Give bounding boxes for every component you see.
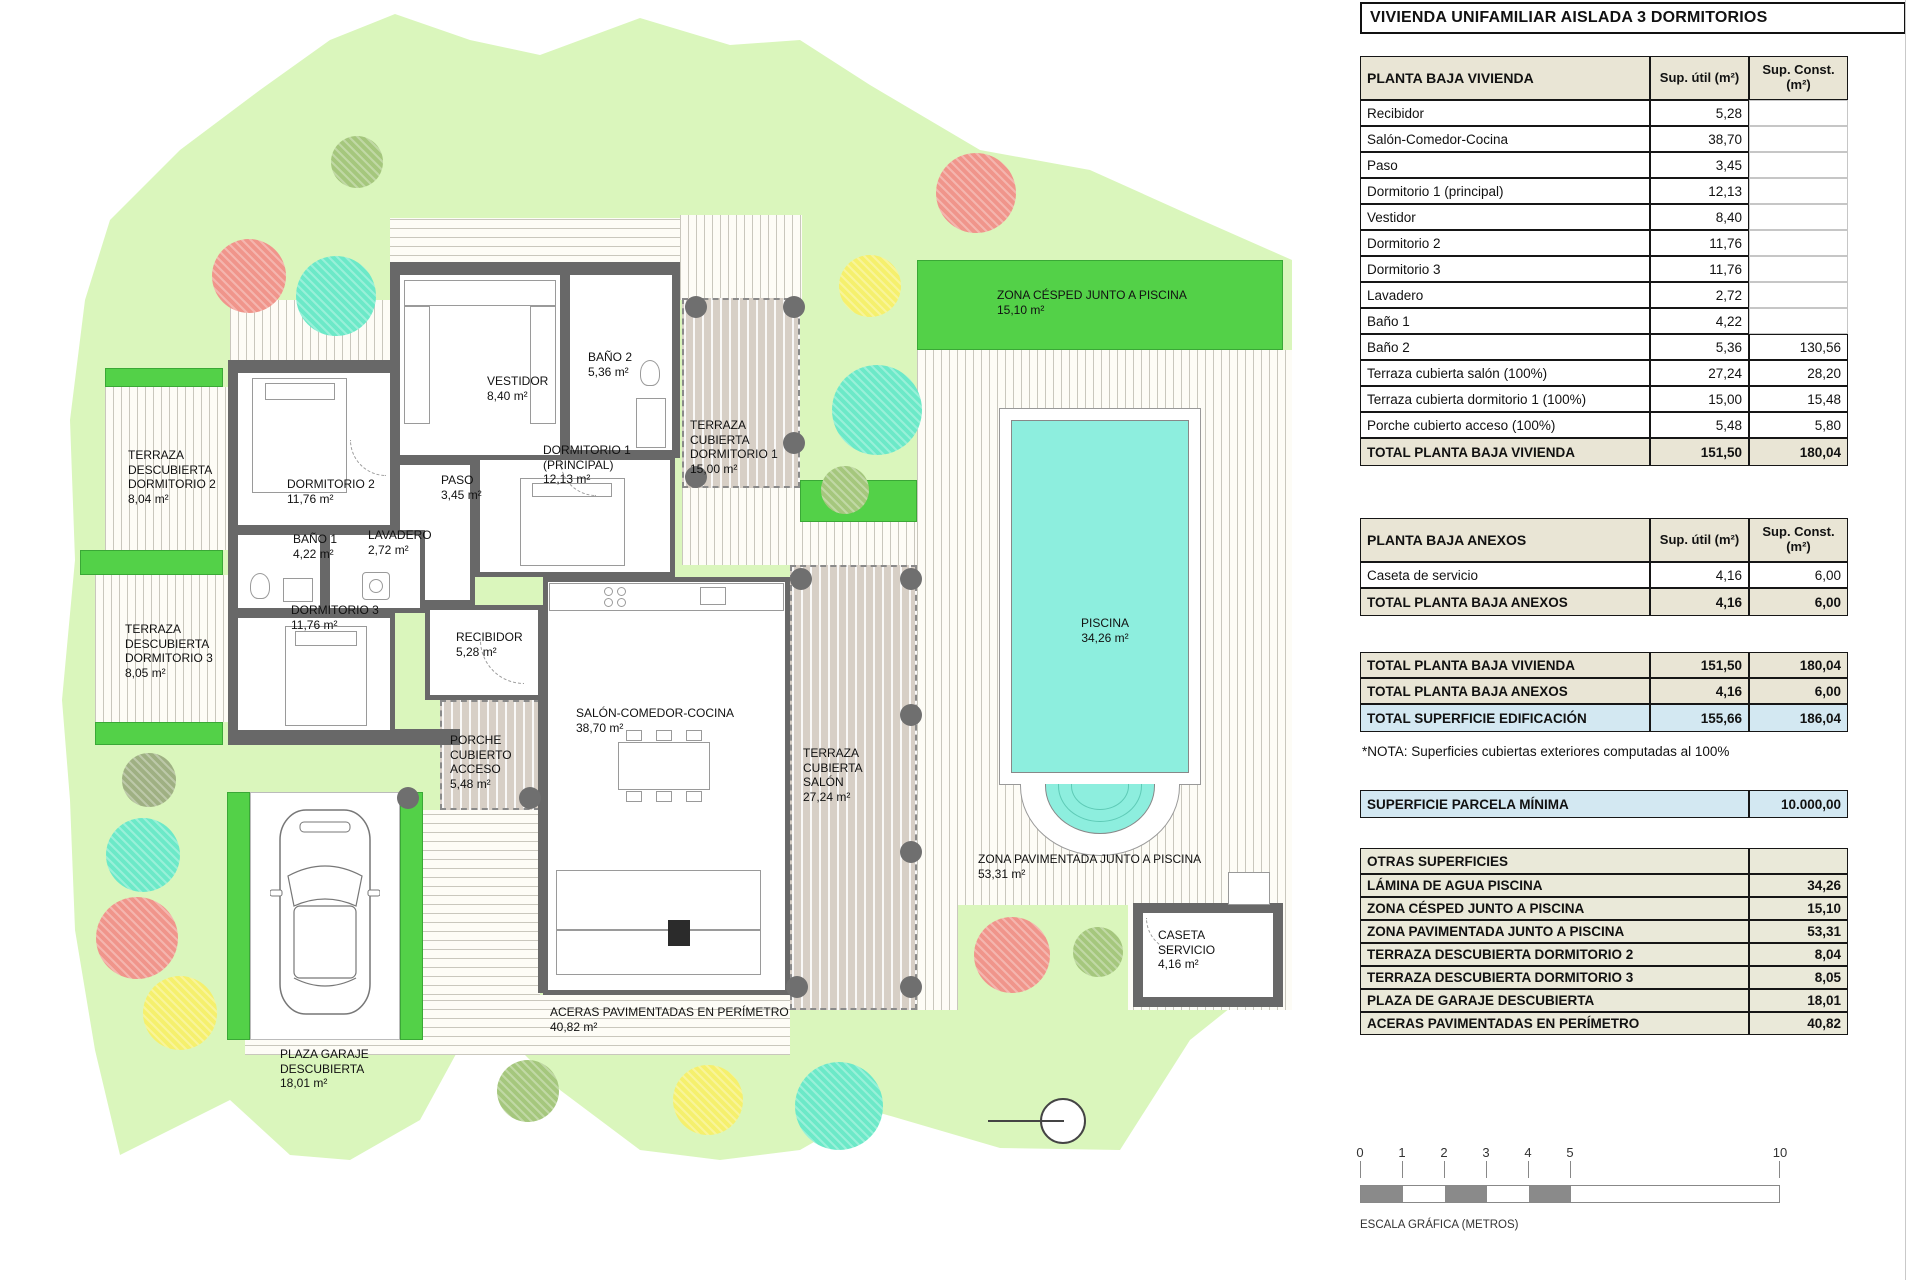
column xyxy=(397,787,419,809)
total-const-cell: 6,00 xyxy=(1749,678,1848,704)
table-row xyxy=(1360,100,1848,126)
table-total-row xyxy=(1360,678,1848,704)
table-row xyxy=(1360,178,1848,204)
sup-const-cell xyxy=(1749,100,1848,126)
table-row xyxy=(1360,152,1848,178)
table-row xyxy=(1360,966,1848,989)
sup-const-cell xyxy=(1749,282,1848,308)
label-dormitorio3: DORMITORIO 3 11,76 m² xyxy=(291,603,379,632)
label-zona-cesped: ZONA CÉSPED JUNTO A PISCINA 15,10 m² xyxy=(997,288,1187,317)
sup-util-header: Sup. útil (m²) xyxy=(1650,518,1749,562)
sup-util-cell: 2,72 xyxy=(1650,282,1749,308)
scale-tick: 3 xyxy=(1482,1145,1490,1160)
sup-const-cell xyxy=(1749,178,1848,204)
total-const-cell: 186,04 xyxy=(1749,704,1848,732)
scale-caption: ESCALA GRÁFICA (METROS) xyxy=(1360,1219,1519,1231)
bath-sink xyxy=(636,398,666,448)
row-label-cell: Terraza cubierta dormitorio 1 (100%) xyxy=(1360,386,1650,412)
table-row xyxy=(1360,989,1848,1012)
table-row xyxy=(1360,943,1848,966)
row-label-cell: Baño 2 xyxy=(1360,334,1650,360)
sup-const-cell: 15,48 xyxy=(1749,386,1848,412)
row-label-cell: Porche cubierto acceso (100%) xyxy=(1360,412,1650,438)
survey-mark-line xyxy=(988,1120,1064,1122)
scale-tick: 10 xyxy=(1772,1145,1788,1160)
washer-drum xyxy=(369,579,383,593)
column xyxy=(790,568,812,590)
chair xyxy=(686,791,702,802)
tree-circle xyxy=(673,1065,743,1135)
tree-circle xyxy=(839,255,901,317)
column xyxy=(685,296,707,318)
toilet xyxy=(250,573,270,599)
table-grand-total-row xyxy=(1360,704,1848,732)
wardrobe xyxy=(404,306,430,424)
row-label-cell: Dormitorio 2 xyxy=(1360,230,1650,256)
value-cell: 8,05 xyxy=(1749,966,1848,989)
column xyxy=(900,568,922,590)
stove-burner xyxy=(617,587,626,596)
row-label-cell: Dormitorio 3 xyxy=(1360,256,1650,282)
sup-util-cell: 3,45 xyxy=(1650,152,1749,178)
wardrobe xyxy=(530,306,556,424)
tree-circle xyxy=(974,917,1050,993)
column xyxy=(900,841,922,863)
column xyxy=(786,976,808,998)
value-cell: 8,04 xyxy=(1749,943,1848,966)
label-bano1: BAÑO 1 4,22 m² xyxy=(293,532,338,561)
sup-util-cell: 8,40 xyxy=(1650,204,1749,230)
table-header-row xyxy=(1360,56,1848,100)
garage-green-strip xyxy=(227,792,250,1040)
bed-pillow xyxy=(295,631,357,646)
table-row xyxy=(1360,897,1848,920)
table-header-row xyxy=(1360,518,1848,562)
value-cell: 34,26 xyxy=(1749,874,1848,897)
row-label-cell: Caseta de servicio xyxy=(1360,562,1650,588)
label-caseta: CASETA SERVICIO 4,16 m² xyxy=(1158,928,1216,972)
tree-circle xyxy=(96,897,178,979)
total-label-cell: TOTAL PLANTA BAJA ANEXOS xyxy=(1360,678,1650,704)
page-title: VIVIENDA UNIFAMILIAR AISLADA 3 DORMITORIOS xyxy=(1360,2,1906,34)
column xyxy=(900,976,922,998)
row-label-cell: ACERAS PAVIMENTADAS EN PERÍMETRO xyxy=(1360,1012,1749,1035)
scale-tick: 5 xyxy=(1566,1145,1574,1160)
value-cell: 15,10 xyxy=(1749,897,1848,920)
sup-util-header: Sup. útil (m²) xyxy=(1650,56,1749,100)
total-label-cell: TOTAL SUPERFICIE EDIFICACIÓN xyxy=(1360,704,1650,732)
row-label-cell: Terraza cubierta salón (100%) xyxy=(1360,360,1650,386)
table-row xyxy=(1360,790,1848,818)
scale-tick: 2 xyxy=(1440,1145,1448,1160)
sup-const-cell xyxy=(1749,126,1848,152)
scale-tick: 1 xyxy=(1398,1145,1406,1160)
row-label-cell: ZONA CÉSPED JUNTO A PISCINA xyxy=(1360,897,1749,920)
table-planta-baja-anexos xyxy=(1360,518,1848,616)
sup-util-cell: 11,76 xyxy=(1650,256,1749,282)
tree-circle xyxy=(122,753,176,807)
table-title-cell: OTRAS SUPERFICIES xyxy=(1360,848,1749,874)
sup-const-cell xyxy=(1749,230,1848,256)
total-util-cell: 151,50 xyxy=(1650,652,1749,678)
tree-circle xyxy=(106,818,180,892)
table-otras-superficies xyxy=(1360,848,1848,1035)
sup-const-header: Sup. Const. (m²) xyxy=(1749,518,1848,562)
tree-circle xyxy=(331,136,383,188)
garage-green-strip xyxy=(400,792,423,1040)
label-bano2: BAÑO 2 5,36 m² xyxy=(588,350,633,379)
tree-circle xyxy=(296,256,376,336)
row-label-cell: TERRAZA DESCUBIERTA DORMITORIO 3 xyxy=(1360,966,1749,989)
chair xyxy=(626,791,642,802)
green-planter-bar xyxy=(95,722,223,745)
label-lavadero: LAVADERO 2,72 m² xyxy=(368,528,432,557)
total-util-cell: 4,16 xyxy=(1650,588,1749,616)
sup-util-cell: 12,13 xyxy=(1650,178,1749,204)
sup-const-cell: 28,20 xyxy=(1749,360,1848,386)
label-terraza-desc-dorm3: TERRAZA DESCUBIERTA DORMITORIO 3 8,05 m² xyxy=(125,622,213,680)
table-header-row xyxy=(1360,848,1848,874)
sofa-seats xyxy=(556,930,761,975)
chair xyxy=(656,791,672,802)
stove-burner xyxy=(604,587,613,596)
total-util-cell: 155,66 xyxy=(1650,704,1749,732)
table-row xyxy=(1360,256,1848,282)
bed-pillow xyxy=(265,383,335,400)
label-terraza-cub-dorm1: TERRAZA CUBIERTA DORMITORIO 1 15,00 m² xyxy=(690,418,778,476)
tree-circle xyxy=(1073,927,1123,977)
pool-water xyxy=(1011,420,1189,773)
total-util-cell: 4,16 xyxy=(1650,678,1749,704)
dining-table xyxy=(618,742,710,790)
aceras-top-band xyxy=(390,218,680,265)
value-cell: 53,31 xyxy=(1749,920,1848,943)
car-top-view xyxy=(270,806,380,1018)
label-dormitorio1: DORMITORIO 1 (PRINCIPAL) 12,13 m² xyxy=(543,443,631,487)
table-row xyxy=(1360,386,1848,412)
table-row xyxy=(1360,412,1848,438)
stove-burner xyxy=(617,598,626,607)
green-planter-bar xyxy=(105,368,223,387)
value-cell: 40,82 xyxy=(1749,1012,1848,1035)
label-vestidor: VESTIDOR 8,40 m² xyxy=(487,374,549,403)
row-label-cell: PLAZA DE GARAJE DESCUBIERTA xyxy=(1360,989,1749,1012)
table-row xyxy=(1360,874,1848,897)
sup-util-cell: 5,28 xyxy=(1650,100,1749,126)
scale-tick: 4 xyxy=(1524,1145,1532,1160)
sup-const-cell xyxy=(1749,204,1848,230)
sup-const-cell xyxy=(1749,152,1848,178)
tree-circle xyxy=(936,153,1016,233)
row-label-cell: Recibidor xyxy=(1360,100,1650,126)
row-label-cell: LÁMINA DE AGUA PISCINA xyxy=(1360,874,1749,897)
label-terraza-cub-salon: TERRAZA CUBIERTA SALÓN 27,24 m² xyxy=(803,746,862,804)
sup-util-cell: 27,24 xyxy=(1650,360,1749,386)
sup-util-cell: 5,36 xyxy=(1650,334,1749,360)
table-row xyxy=(1360,1012,1848,1035)
table-total-row xyxy=(1360,588,1848,616)
sup-util-cell: 11,76 xyxy=(1650,230,1749,256)
total-label-cell: TOTAL PLANTA BAJA ANEXOS xyxy=(1360,588,1650,616)
table-row xyxy=(1360,282,1848,308)
table-row xyxy=(1360,920,1848,943)
total-util-cell: 151,50 xyxy=(1650,438,1749,466)
aceras-topright-band xyxy=(680,215,802,300)
sup-const-cell: 130,56 xyxy=(1749,334,1848,360)
row-label-cell: Baño 1 xyxy=(1360,308,1650,334)
label-salon: SALÓN-COMEDOR-COCINA 38,70 m² xyxy=(576,706,735,735)
row-label-cell: Dormitorio 1 (principal) xyxy=(1360,178,1650,204)
row-label-cell: TERRAZA DESCUBIERTA DORMITORIO 2 xyxy=(1360,943,1749,966)
total-label-cell: TOTAL PLANTA BAJA VIVIENDA xyxy=(1360,652,1650,678)
fireplace xyxy=(668,920,690,946)
total-const-cell: 6,00 xyxy=(1749,588,1848,616)
label-piscina: PISCINA 34,26 m² xyxy=(1080,616,1129,645)
total-const-cell: 180,04 xyxy=(1749,652,1848,678)
stove-burner xyxy=(604,598,613,607)
sup-const-header: Sup. Const. (m²) xyxy=(1749,56,1848,100)
value-header-cell xyxy=(1749,848,1848,874)
table-row xyxy=(1360,308,1848,334)
sup-util-cell: 4,16 xyxy=(1650,562,1749,588)
tree-circle xyxy=(832,365,922,455)
kitchen-counter xyxy=(549,583,784,611)
table-row xyxy=(1360,334,1848,360)
tree-circle xyxy=(821,466,869,514)
sup-util-cell: 38,70 xyxy=(1650,126,1749,152)
table-title-cell: PLANTA BAJA VIVIENDA xyxy=(1360,56,1650,100)
label-zona-pavimentada: ZONA PAVIMENTADA JUNTO A PISCINA 53,31 m² xyxy=(978,852,1202,881)
column xyxy=(783,296,805,318)
green-planter-bar xyxy=(80,550,223,575)
kitchen-sink xyxy=(700,587,726,605)
sup-const-cell: 5,80 xyxy=(1749,412,1848,438)
row-label-cell: Lavadero xyxy=(1360,282,1650,308)
label-terraza-desc-dorm2: TERRAZA DESCUBIERTA DORMITORIO 2 8,04 m² xyxy=(128,448,216,506)
label-dormitorio2: DORMITORIO 2 11,76 m² xyxy=(287,477,375,506)
table-resumen xyxy=(1360,652,1848,732)
table-total-row xyxy=(1360,438,1848,466)
sup-const-cell: 6,00 xyxy=(1749,562,1848,588)
label-paso: PASO 3,45 m² xyxy=(441,473,482,502)
sup-util-cell: 15,00 xyxy=(1650,386,1749,412)
row-label-cell: ZONA PAVIMENTADA JUNTO A PISCINA xyxy=(1360,920,1749,943)
table-parcela-minima xyxy=(1360,790,1848,818)
table-row xyxy=(1360,230,1848,256)
row-label-cell: Vestidor xyxy=(1360,204,1650,230)
column xyxy=(900,704,922,726)
value-cell: 18,01 xyxy=(1749,989,1848,1012)
value-cell: 10.000,00 xyxy=(1749,790,1848,818)
table-row xyxy=(1360,562,1848,588)
row-label-cell: Salón-Comedor-Cocina xyxy=(1360,126,1650,152)
table-title-cell: PLANTA BAJA ANEXOS xyxy=(1360,518,1650,562)
aceras-garage-access xyxy=(423,810,540,995)
sup-const-cell xyxy=(1749,256,1848,282)
tree-circle xyxy=(143,976,217,1050)
scale-tick: 0 xyxy=(1356,1145,1364,1160)
sup-const-cell xyxy=(1749,308,1848,334)
wardrobe xyxy=(404,280,556,306)
label-aceras: ACERAS PAVIMENTADAS EN PERÍMETRO 40,82 m² xyxy=(550,1005,789,1034)
label-plaza-garaje: PLAZA GARAJE DESCUBIERTA 18,01 m² xyxy=(280,1047,369,1091)
scale-bar xyxy=(1360,1185,1780,1203)
table-planta-baja-vivienda xyxy=(1360,56,1848,466)
row-label-cell: Paso xyxy=(1360,152,1650,178)
tree-circle xyxy=(795,1062,883,1150)
bath-sink xyxy=(283,578,313,602)
row-label-cell: SUPERFICIE PARCELA MÍNIMA xyxy=(1360,790,1749,818)
total-const-cell: 180,04 xyxy=(1749,438,1848,466)
table-row xyxy=(1360,360,1848,386)
table-row xyxy=(1360,204,1848,230)
total-label-cell: TOTAL PLANTA BAJA VIVIENDA xyxy=(1360,438,1650,466)
sup-util-cell: 4,22 xyxy=(1650,308,1749,334)
nota-text: *NOTA: Superficies cubiertas exteriores computadas al 100% xyxy=(1362,744,1730,759)
tree-circle xyxy=(212,239,286,313)
label-porche: PORCHE CUBIERTO ACCESO 5,48 m² xyxy=(450,733,512,791)
table-total-row xyxy=(1360,652,1848,678)
sheet-border-line xyxy=(1905,0,1906,1280)
label-recibidor: RECIBIDOR 5,28 m² xyxy=(456,630,523,659)
sup-util-cell: 5,48 xyxy=(1650,412,1749,438)
tree-circle xyxy=(497,1060,559,1122)
table-row xyxy=(1360,126,1848,152)
sofa-back xyxy=(556,870,761,930)
